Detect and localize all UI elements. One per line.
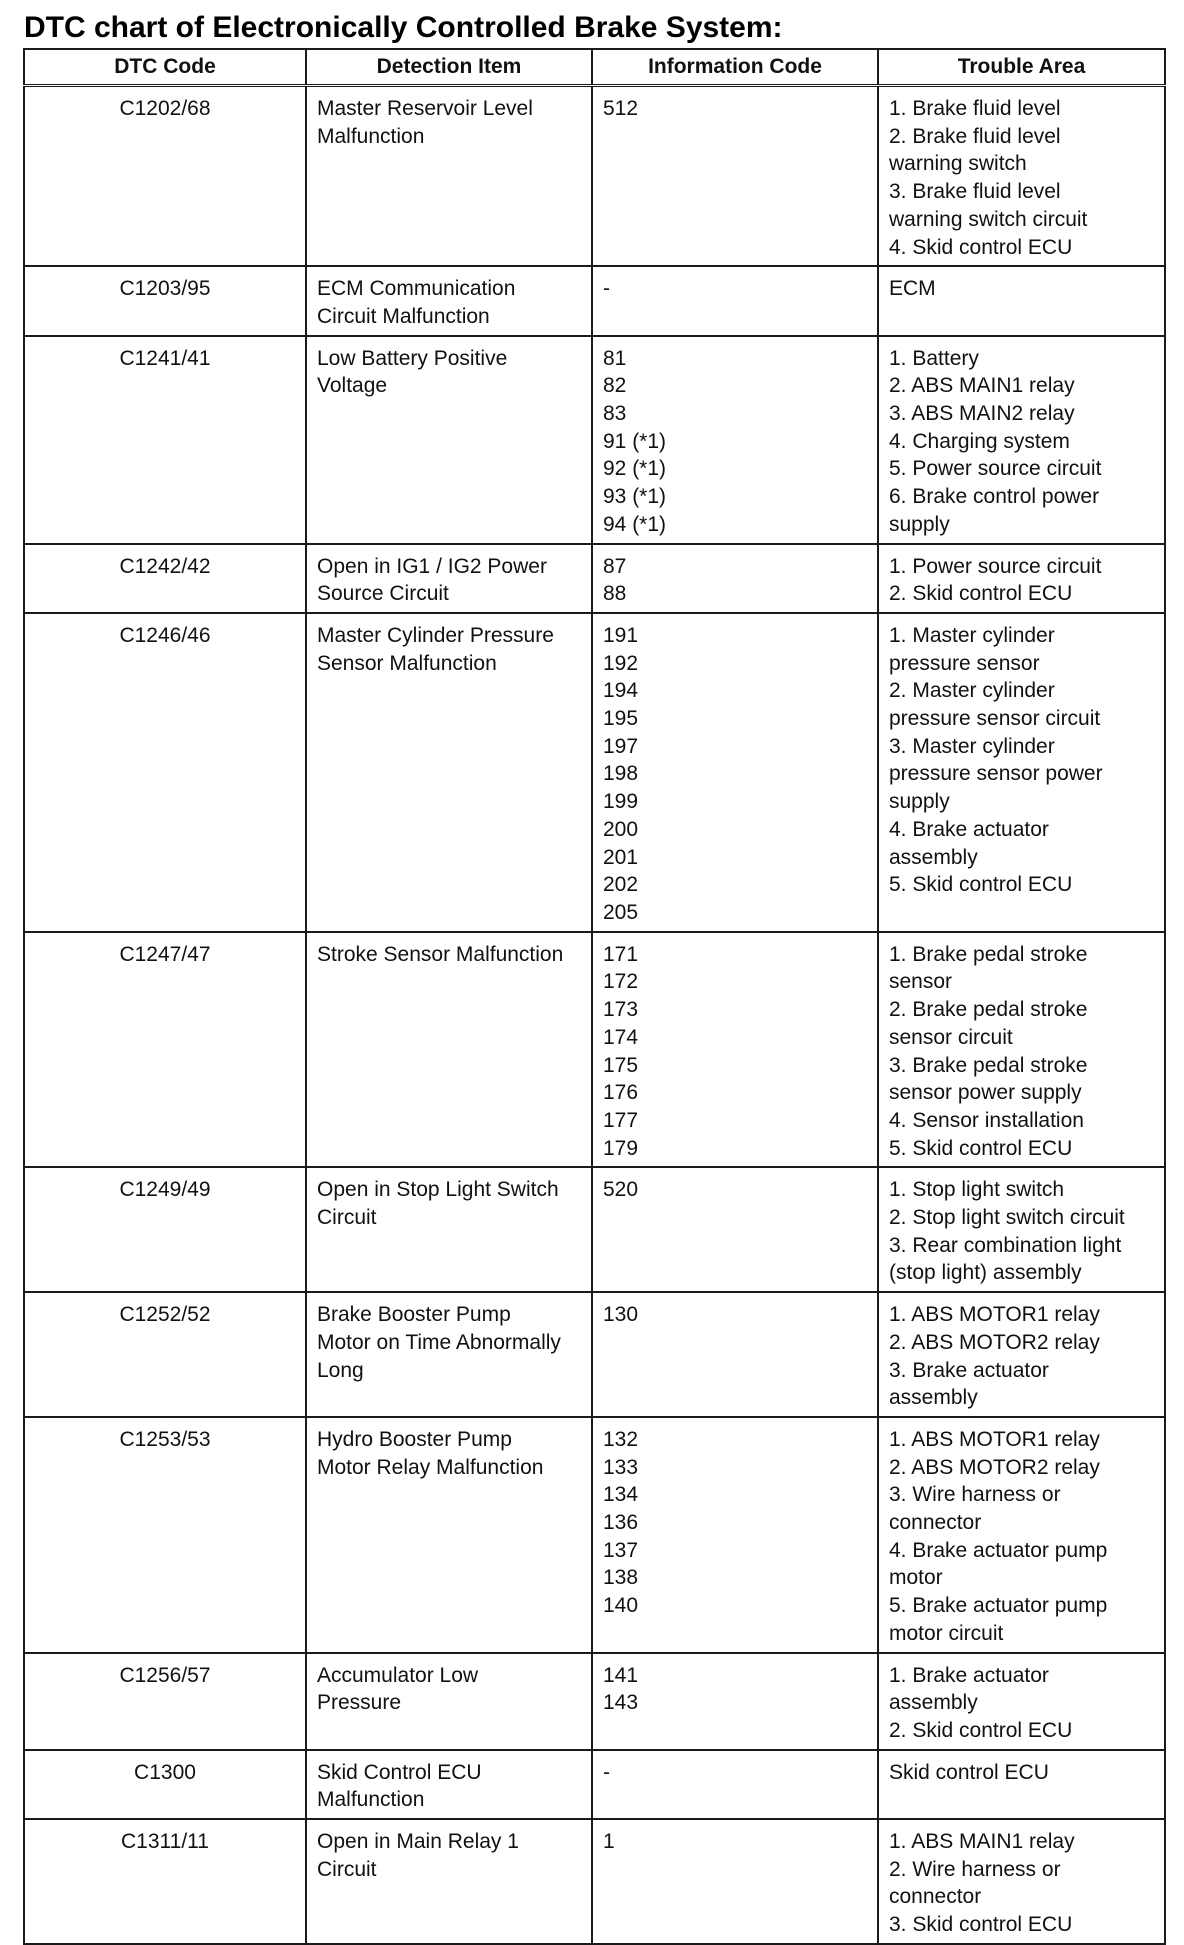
trouble-area-line: 3. Brake fluid level [889,180,1061,204]
dtc-code-cell [24,1417,306,1653]
trouble-area-cell [878,544,1165,613]
information-code-line: - [603,277,610,301]
trouble-area-cell [878,86,1165,267]
trouble-area-line: 5. Skid control ECU [889,873,1073,897]
information-code-cell [592,1292,878,1417]
dtc-code-cell [24,266,306,335]
dtc-code-cell [24,1292,306,1417]
information-code-line: 198 [603,762,639,786]
trouble-area-line: pressure sensor circuit [889,707,1101,731]
dtc-code-cell [24,544,306,613]
trouble-area-line: 5. Brake actuator pump [889,1594,1108,1618]
dtc-code: C1202/68 [119,97,211,120]
table-row [24,613,1165,932]
information-code-line: 200 [603,817,639,841]
detection-item-cell [306,86,592,267]
information-code-line: 197 [603,734,639,758]
information-code-cell [592,1417,878,1653]
page-title: DTC chart of Electronically Controlled Brake System: [24,11,783,44]
trouble-area-line: warning switch [889,152,1027,176]
trouble-area-line: 6. Brake control power [889,485,1100,509]
detection-item-line: Long [317,1358,364,1382]
dtc-code: C1300 [134,1760,196,1784]
table-row [24,336,1165,544]
information-code-line: 199 [603,790,639,814]
trouble-area-line: motor [889,1566,943,1590]
trouble-area-line: 1. Stop light switch [889,1178,1065,1202]
information-code-line: 512 [603,97,639,120]
information-code-cell [592,613,878,932]
table-row [24,1750,1165,1819]
information-code-cell [592,1750,878,1819]
table-row [24,1417,1165,1653]
trouble-area-line: 3. ABS MAIN2 relay [889,402,1075,426]
table-row [24,1819,1165,1944]
information-code-line: 140 [603,1594,639,1618]
column-header-trouble-area: Trouble Area [878,49,1165,86]
trouble-area-line: supply [889,790,950,814]
information-code-line: 93 (*1) [603,485,667,509]
trouble-area-line: 2. Wire harness or [889,1857,1061,1881]
information-code-line: 172 [603,970,639,994]
information-code-cell [592,544,878,613]
detection-item-line: Open in Stop Light Switch [317,1178,559,1202]
trouble-area-line: pressure sensor power [889,762,1103,786]
dtc-code: C1311/11 [121,1830,209,1854]
trouble-area-line: assembly [889,845,978,869]
detection-item-cell [306,1653,592,1750]
trouble-area-line: 4. Skid control ECU [889,235,1073,259]
trouble-area-line: 2. ABS MAIN1 relay [889,374,1075,398]
trouble-area-line: 5. Skid control ECU [889,1136,1073,1160]
trouble-area-line: 2. Master cylinder [889,679,1055,703]
dtc-code: C1241/41 [119,346,211,370]
information-code-line: 175 [603,1053,639,1077]
dtc-code: C1242/42 [119,554,211,578]
detection-item-cell [306,1292,592,1417]
trouble-area-line: sensor power supply [889,1081,1082,1105]
information-code-line: 194 [603,679,639,703]
trouble-area-line: 2. ABS MOTOR2 relay [889,1455,1100,1479]
detection-item-line: Open in Main Relay 1 [317,1830,519,1854]
detection-item-line: ECM Communication [317,277,516,301]
dtc-code-cell [24,1167,306,1292]
trouble-area-cell [878,1167,1165,1292]
detection-item-cell [306,1167,592,1292]
detection-item-cell [306,544,592,613]
trouble-area-line: 4. Brake actuator [889,817,1049,841]
dtc-code-cell [24,1819,306,1944]
trouble-area-line: 4. Charging system [889,429,1070,453]
trouble-area-line: 3. Brake actuator [889,1358,1049,1382]
information-code-line: 133 [603,1455,639,1479]
information-code-line: 87 [603,554,627,578]
trouble-area-cell [878,266,1165,335]
trouble-area-cell [878,613,1165,932]
trouble-area-cell [878,1653,1165,1750]
information-code-line: 83 [603,402,627,426]
detection-item-line: Open in IG1 / IG2 Power [317,554,547,578]
dtc-code: C1256/57 [119,1663,211,1687]
detection-item-line: Pressure [317,1691,402,1715]
information-code-line: 192 [603,651,639,675]
trouble-area-line: motor circuit [889,1621,1004,1645]
detection-item-cell [306,336,592,544]
dtc-code: C1246/46 [119,623,211,647]
column-header-dtc-code: DTC Code [24,49,306,86]
information-code-line: 92 (*1) [603,457,667,481]
trouble-area-line: 2. Stop light switch circuit [889,1206,1125,1230]
trouble-area-cell [878,1750,1165,1819]
information-code-line: 179 [603,1136,639,1160]
trouble-area-line: 1. Brake pedal stroke [889,942,1088,966]
dtc-code-cell [24,336,306,544]
information-code-line: - [603,1760,610,1784]
trouble-area-line: assembly [889,1386,978,1410]
detection-item-line: Circuit Malfunction [317,304,490,328]
information-code-line: 132 [603,1427,639,1451]
information-code-line: 88 [603,582,627,606]
trouble-area-cell [878,1292,1165,1417]
trouble-area-line: warning switch circuit [889,207,1088,231]
information-code-line: 176 [603,1081,639,1105]
detection-item-line: Brake Booster Pump [317,1303,511,1327]
trouble-area-line: assembly [889,1691,978,1715]
information-code-line: 91 (*1) [603,429,667,453]
trouble-area-line: pressure sensor [889,651,1040,675]
table-row [24,266,1165,335]
trouble-area-line: 3. Skid control ECU [889,1913,1073,1937]
trouble-area-line: 5. Power source circuit [889,457,1102,481]
information-code-line: 136 [603,1511,639,1535]
trouble-area-line: sensor [889,970,953,994]
trouble-area-line: 2. Skid control ECU [889,1718,1073,1742]
trouble-area-line: connector [889,1511,982,1535]
trouble-area-cell [878,932,1165,1168]
detection-item-line: Stroke Sensor Malfunction [317,942,564,966]
trouble-area-line: Skid control ECU [889,1760,1049,1784]
detection-item-line: Low Battery Positive [317,346,508,370]
detection-item-line: Malfunction [317,1788,425,1812]
information-code-line: 82 [603,374,627,398]
trouble-area-line: 2. Brake fluid level [889,124,1061,148]
table-row [24,1292,1165,1417]
information-code-line: 1 [603,1830,615,1854]
information-code-cell [592,86,878,267]
detection-item-line: Motor on Time Abnormally [317,1330,561,1354]
detection-item-cell [306,1750,592,1819]
dtc-code-cell [24,1750,306,1819]
detection-item-line: Motor Relay Malfunction [317,1455,544,1479]
information-code-line: 130 [603,1303,639,1327]
detection-item-line: Malfunction [317,124,425,148]
information-code-line: 520 [603,1178,639,1202]
trouble-area-line: connector [889,1885,982,1909]
trouble-area-line: 1. ABS MOTOR1 relay [889,1427,1100,1451]
trouble-area-line: 1. Brake fluid level [889,97,1061,120]
trouble-area-line: 4. Sensor installation [889,1108,1084,1132]
trouble-area-line: 3. Rear combination light [889,1233,1122,1257]
information-code-line: 177 [603,1108,639,1132]
information-code-cell [592,1653,878,1750]
dtc-code: C1252/52 [119,1303,211,1327]
detection-item-line: Circuit [317,1857,377,1881]
information-code-line: 191 [603,623,639,647]
detection-item-cell [306,1417,592,1653]
information-code-line: 143 [603,1691,639,1715]
dtc-code: C1247/47 [119,942,211,966]
detection-item-line: Sensor Malfunction [317,651,497,675]
column-header-information-code: Information Code [592,49,878,86]
trouble-area-cell [878,1819,1165,1944]
detection-item-cell [306,266,592,335]
table-row [24,86,1165,267]
trouble-area-line: 3. Wire harness or [889,1483,1061,1507]
dtc-code: C1249/49 [119,1178,211,1202]
detection-item-line: Source Circuit [317,582,449,606]
information-code-cell [592,266,878,335]
trouble-area-line: 3. Master cylinder [889,734,1055,758]
trouble-area-line: 1. Master cylinder [889,623,1055,647]
information-code-cell [592,932,878,1168]
information-code-line: 195 [603,707,639,731]
column-header-detection-item: Detection Item [306,49,592,86]
trouble-area-line: sensor circuit [889,1025,1013,1049]
table-header-row [24,49,1165,86]
trouble-area-line: supply [889,512,950,536]
detection-item-cell [306,613,592,932]
trouble-area-cell [878,1417,1165,1653]
dtc-code-cell [24,613,306,932]
detection-item-line: Master Cylinder Pressure [317,623,554,647]
detection-item-cell [306,932,592,1168]
information-code-line: 137 [603,1538,639,1562]
trouble-area-line: 4. Brake actuator pump [889,1538,1108,1562]
table-row [24,1167,1165,1292]
detection-item-line: Voltage [317,374,388,398]
information-code-cell [592,336,878,544]
dtc-code: C1203/95 [119,277,211,301]
information-code-line: 141 [603,1663,639,1687]
trouble-area-line: 3. Brake pedal stroke [889,1053,1088,1077]
dtc-code: C1253/53 [119,1427,211,1451]
trouble-area-line: (stop light) assembly [889,1261,1082,1285]
detection-item-line: Hydro Booster Pump [317,1427,512,1451]
information-code-line: 202 [603,873,639,897]
information-code-line: 81 [603,346,627,370]
trouble-area-line: 2. Skid control ECU [889,582,1073,606]
table-row [24,544,1165,613]
information-code-line: 205 [603,900,639,924]
information-code-line: 173 [603,998,639,1022]
information-code-line: 138 [603,1566,639,1590]
trouble-area-line: 1. ABS MOTOR1 relay [889,1303,1100,1327]
trouble-area-line: 2. Brake pedal stroke [889,998,1088,1022]
trouble-area-line: ECM [889,277,936,301]
trouble-area-line: 1. ABS MAIN1 relay [889,1830,1075,1854]
table-row [24,1653,1165,1750]
trouble-area-line: 1. Battery [889,346,979,370]
information-code-cell [592,1819,878,1944]
dtc-code-cell [24,932,306,1168]
information-code-line: 174 [603,1025,639,1049]
information-code-cell [592,1167,878,1292]
detection-item-line: Accumulator Low [317,1663,479,1687]
dtc-code-cell [24,1653,306,1750]
dtc-code-cell [24,86,306,267]
information-code-line: 134 [603,1483,639,1507]
trouble-area-cell [878,336,1165,544]
detection-item-line: Circuit [317,1206,377,1230]
detection-item-line: Skid Control ECU [317,1760,482,1784]
detection-item-line: Master Reservoir Level [317,97,533,120]
information-code-line: 171 [603,942,639,966]
table-row [24,932,1165,1168]
dtc-table [23,48,1166,1945]
trouble-area-line: 2. ABS MOTOR2 relay [889,1330,1100,1354]
trouble-area-line: 1. Brake actuator [889,1663,1049,1687]
information-code-line: 94 (*1) [603,512,667,536]
detection-item-cell [306,1819,592,1944]
information-code-line: 201 [603,845,639,869]
trouble-area-line: 1. Power source circuit [889,554,1102,578]
table-body [24,86,1165,1944]
